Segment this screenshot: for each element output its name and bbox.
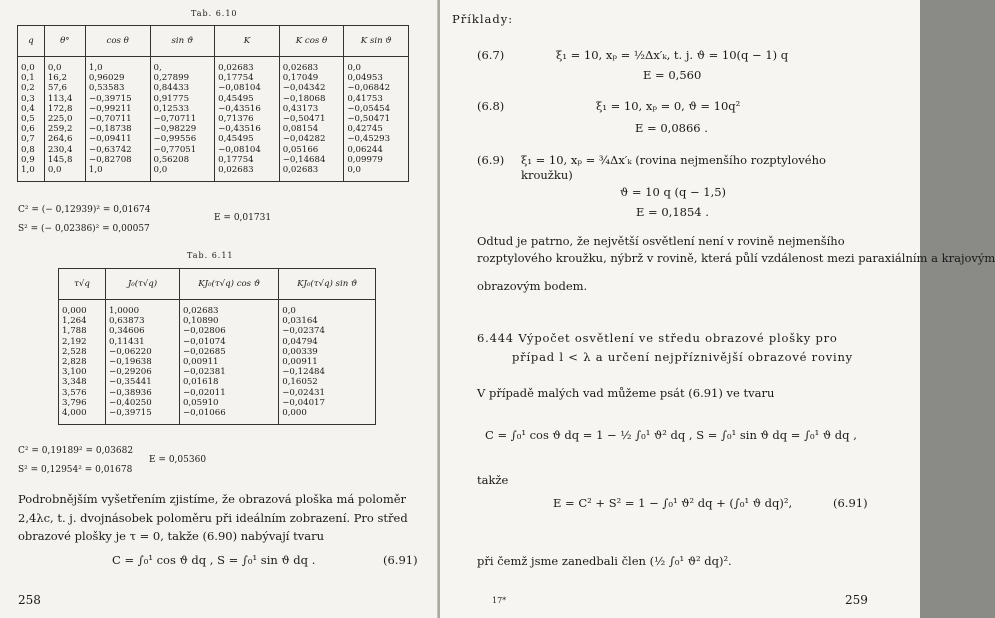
table2-s2: S² = 0,12954² = 0,01678	[18, 465, 133, 475]
table1-cell: 1,0	[85, 165, 150, 182]
table1-cell: 0,17754	[215, 155, 280, 165]
table2-cell: 1,0000	[106, 300, 180, 317]
table1-row	[18, 165, 409, 182]
table1-cell: 0,12533	[150, 104, 215, 114]
table1-cell: 0,2	[18, 83, 45, 93]
table2-row	[59, 326, 376, 336]
table1-cell: 0,1	[18, 73, 45, 83]
table2-e: E = 0,05360	[149, 455, 207, 465]
table1-cell: −0,70711	[150, 114, 215, 124]
table2-cell: 0,03164	[279, 316, 376, 326]
table2-header-cell: J₀(τ√q)	[106, 269, 180, 300]
table2-cell: −0,29206	[106, 367, 180, 377]
table2-row	[59, 316, 376, 326]
table1-cell: 0,08154	[279, 124, 344, 134]
table2-cell: 0,0	[279, 300, 376, 317]
table1-row	[18, 73, 409, 83]
table1-cell: 0,91775	[150, 94, 215, 104]
table1-caption: Tab. 6.10	[191, 9, 238, 18]
sheet-signature: 17*	[492, 596, 507, 605]
equation-e: E = C² + S² = 1 − ∫₀¹ ϑ² dq + (∫₀¹ ϑ dq)²,	[553, 496, 793, 510]
table1-cell: −0,04282	[279, 134, 344, 144]
left-paragraph-line-3: obrazové plošky je τ = 0, takže (6.90) nabývají tvaru	[18, 529, 324, 543]
equation-number-right: (6.91)	[833, 496, 868, 510]
table2-row	[59, 300, 376, 317]
table2-cell: 2,528	[59, 347, 106, 357]
table2-header-cell: τ√q	[59, 269, 106, 300]
table1-cell: 0,	[150, 57, 215, 74]
page-number-right: 259	[845, 593, 868, 607]
table1-cell: 0,02683	[279, 165, 344, 182]
table2-cell: 0,000	[59, 300, 106, 317]
example-6-8-result: E = 0,0866 .	[635, 121, 708, 135]
table2-cell: −0,04017	[279, 398, 376, 408]
table1-e: E = 0,01731	[214, 213, 272, 223]
table2-cell: 3,796	[59, 398, 106, 408]
right-page	[440, 0, 995, 618]
table1-cell: −0,43516	[215, 104, 280, 114]
table1-cell: −0,39715	[85, 94, 150, 104]
table2-cell: 3,576	[59, 388, 106, 398]
table2-cell: 0,00911	[179, 357, 278, 367]
table2-cell: −0,06220	[106, 347, 180, 357]
table1-cell: 0,0	[150, 165, 215, 182]
table2-cell: −0,02381	[179, 367, 278, 377]
table1-cell: 0,02683	[215, 57, 280, 74]
example-6-7-number: (6.7)	[477, 48, 505, 62]
table2-cell: −0,02431	[279, 388, 376, 398]
table1-cell: −0,18738	[85, 124, 150, 134]
table1-cell: −0,05454	[344, 104, 409, 114]
table1-header-cell: sin ϑ	[150, 26, 215, 57]
table1-cell: −0,63742	[85, 145, 150, 155]
table2-caption: Tab. 6.11	[187, 251, 234, 260]
table1-cell: 0,53583	[85, 83, 150, 93]
example-6-9-line1: ξ₁ = 10, xₚ = ¾Δx′ₖ (rovina nejmenšího rozptylového	[521, 153, 826, 167]
table2-cell: 3,348	[59, 377, 106, 387]
table1-row	[18, 83, 409, 93]
table1-cell: 113,4	[44, 94, 85, 104]
table1-cell: 0,43173	[279, 104, 344, 114]
table1-cell: −0,43516	[215, 124, 280, 134]
table1-cell: 0,27899	[150, 73, 215, 83]
table1-cell: −0,08104	[215, 145, 280, 155]
table1-cell: 0,8	[18, 145, 45, 155]
table1-cell: 145,8	[44, 155, 85, 165]
table1-header-cell: cos θ	[85, 26, 150, 57]
table2-cell: −0,38936	[106, 388, 180, 398]
table1-cell: 0,84433	[150, 83, 215, 93]
table1-cell: 264,6	[44, 134, 85, 144]
table1-header-cell: K cos θ	[279, 26, 344, 57]
table2-row	[59, 347, 376, 357]
table1-header-cell: q	[18, 26, 45, 57]
table2-cell: 2,828	[59, 357, 106, 367]
right-paragraph2: V případě malých vad můžeme psát (6.91) ve tvaru	[477, 386, 775, 400]
table2-row	[59, 388, 376, 398]
table1-row	[18, 124, 409, 134]
table1-cell: 172,8	[44, 104, 85, 114]
equation-c-s: C = ∫₀¹ cos ϑ dq = 1 − ½ ∫₀¹ ϑ² dq , S = ∫₀¹ sin ϑ dq = ∫₀¹ ϑ dq ,	[485, 428, 857, 442]
table2-cell: 1,264	[59, 316, 106, 326]
table2-cell: 0,11431	[106, 337, 180, 347]
table2-row	[59, 357, 376, 367]
example-6-7-line1: ξ₁ = 10, xₚ = ½Δx′ₖ, t. j. ϑ = 10(q − 1) q	[556, 48, 789, 62]
left-paragraph-line-1: Podrobnějším vyšetřením zjistíme, že obrazová ploška má poloměr	[18, 492, 407, 506]
takze-text: takže	[477, 473, 509, 487]
table1-cell: −0,99556	[150, 134, 215, 144]
table1-cell: 0,09979	[344, 155, 409, 165]
table2-cell: −0,02685	[179, 347, 278, 357]
table2-row	[59, 408, 376, 425]
table1-cell: −0,77051	[150, 145, 215, 155]
table1-cell: −0,09411	[85, 134, 150, 144]
table1-c2: C² = (− 0,12939)² = 0,01674	[18, 205, 151, 215]
table2-cell: −0,35441	[106, 377, 180, 387]
table1-cell: 0,41753	[344, 94, 409, 104]
table1-cell: 0,71376	[215, 114, 280, 124]
table2-header-cell: KJ₀(τ√q) sin ϑ	[279, 269, 376, 300]
table1-cell: −0,14684	[279, 155, 344, 165]
page-number-left: 258	[18, 593, 41, 607]
right-paragraph1-line-2: rozptylového kroužku, nýbrž v rovině, která půlí vzdálenost mezi paraxiálním a krajovým	[477, 251, 995, 265]
table2-header-cell: KJ₀(τ√q) cos ϑ	[179, 269, 278, 300]
table1-cell: 0,4	[18, 104, 45, 114]
table2-cell: 2,192	[59, 337, 106, 347]
table2-cell: 0,05910	[179, 398, 278, 408]
table1-header-cell: K sin ϑ	[344, 26, 409, 57]
table1-cell: 0,04953	[344, 73, 409, 83]
table1-cell: −0,82708	[85, 155, 150, 165]
left-paragraph-line-2: 2,4λc, t. j. dvojnásobek poloměru při ideálním zobrazení. Pro střed	[18, 511, 408, 525]
table1-cell: 0,0	[18, 57, 45, 74]
table1-cell: −0,98229	[150, 124, 215, 134]
table1-cell: 0,42745	[344, 124, 409, 134]
left-page	[0, 0, 438, 618]
table2-cell: 0,10890	[179, 316, 278, 326]
table1-cell: 0,5	[18, 114, 45, 124]
table1-row	[18, 114, 409, 124]
table1-cell: 0,6	[18, 124, 45, 134]
table2-header-row	[59, 269, 376, 300]
table1-cell: 230,4	[44, 145, 85, 155]
table1-cell: 1,0	[85, 57, 150, 74]
table-6-10	[17, 25, 409, 182]
table1-row	[18, 57, 409, 74]
table2-cell: 3,100	[59, 367, 106, 377]
table2-cell: −0,12484	[279, 367, 376, 377]
example-6-9-number: (6.9)	[477, 153, 505, 167]
table2-row	[59, 377, 376, 387]
example-6-8-line1: ξ₁ = 10, xₚ = 0, ϑ = 10q²	[596, 99, 741, 113]
table2-cell: −0,02806	[179, 326, 278, 336]
table1-cell: −0,70711	[85, 114, 150, 124]
table1-cell: 0,02683	[215, 165, 280, 182]
table2-cell: −0,40250	[106, 398, 180, 408]
table2-cell: 0,00911	[279, 357, 376, 367]
table2-cell: 1,788	[59, 326, 106, 336]
table1-cell: 0,0	[344, 57, 409, 74]
table2-cell: −0,02374	[279, 326, 376, 336]
table1-cell: 0,0	[44, 165, 85, 182]
table2-cell: 0,02683	[179, 300, 278, 317]
right-paragraph1-line-1: Odtud je patrno, že největší osvětlení není v rovině nejmenšího	[477, 234, 845, 248]
table1-cell: −0,99211	[85, 104, 150, 114]
example-6-9-line2: ϑ = 10 q (q − 1,5)	[620, 185, 727, 199]
table1-cell: −0,08104	[215, 83, 280, 93]
table2-row	[59, 398, 376, 408]
table1-cell: 1,0	[18, 165, 45, 182]
table1-cell: 0,06244	[344, 145, 409, 155]
table1-cell: −0,50471	[279, 114, 344, 124]
example-6-9-line1b: kroužku)	[521, 168, 573, 182]
table1-row	[18, 155, 409, 165]
table1-header-cell: θ°	[44, 26, 85, 57]
example-6-8-number: (6.8)	[477, 99, 505, 113]
table1-header-cell: K	[215, 26, 280, 57]
table1-cell: 57,6	[44, 83, 85, 93]
section-heading-line-1: 6.444 Výpočet osvětlení ve středu obrazové plošky pro	[477, 331, 838, 345]
table2-row	[59, 337, 376, 347]
table1-cell: −0,06842	[344, 83, 409, 93]
table1-cell: 0,17754	[215, 73, 280, 83]
table1-cell: 0,56208	[150, 155, 215, 165]
table1-row	[18, 134, 409, 144]
table2-cell: −0,01074	[179, 337, 278, 347]
table1-cell: 0,96029	[85, 73, 150, 83]
table2-c2: C² = 0,19189² = 0,03682	[18, 446, 134, 456]
section-heading-line-2: případ l < λ a určení nejpříznivější obrazové roviny	[512, 350, 853, 364]
table1-cell: 0,9	[18, 155, 45, 165]
table1-cell: −0,45293	[344, 134, 409, 144]
table1-cell: 0,3	[18, 94, 45, 104]
table1-cell: −0,18068	[279, 94, 344, 104]
table1-row	[18, 94, 409, 104]
table1-header-row	[18, 26, 409, 57]
table2-cell: −0,01066	[179, 408, 278, 425]
table1-cell: 0,17049	[279, 73, 344, 83]
example-6-7-result: E = 0,560	[643, 68, 702, 82]
table2-cell: 0,16052	[279, 377, 376, 387]
example-6-9-result: E = 0,1854 .	[636, 205, 709, 219]
table1-cell: 0,7	[18, 134, 45, 144]
table1-cell: 0,05166	[279, 145, 344, 155]
table1-s2: S² = (− 0,02386)² = 0,00057	[18, 224, 150, 234]
table2-cell: 4,000	[59, 408, 106, 425]
table2-cell: −0,02011	[179, 388, 278, 398]
table1-cell: 259,2	[44, 124, 85, 134]
right-last-line: při čemž jsme zanedbali člen (½ ∫₀¹ ϑ² dq)².	[477, 554, 732, 568]
table2-cell: −0,19638	[106, 357, 180, 367]
table2-cell: 0,04794	[279, 337, 376, 347]
table-6-11	[58, 268, 376, 425]
table1-row	[18, 145, 409, 155]
equation-6-91-left: C = ∫₀¹ cos ϑ dq , S = ∫₀¹ sin ϑ dq .	[112, 553, 316, 567]
table2-cell: 0,000	[279, 408, 376, 425]
table1-cell: 0,45495	[215, 94, 280, 104]
table1-cell: 0,0	[44, 57, 85, 74]
table1-cell: 0,0	[344, 165, 409, 182]
table1-cell: −0,50471	[344, 114, 409, 124]
table2-cell: 0,63873	[106, 316, 180, 326]
right-paragraph1-line-3: obrazovým bodem.	[477, 279, 588, 293]
equation-number-left: (6.91)	[383, 553, 418, 567]
table1-row	[18, 104, 409, 114]
table2-cell: −0,39715	[106, 408, 180, 425]
table2-cell: 0,34606	[106, 326, 180, 336]
table1-cell: 0,02683	[279, 57, 344, 74]
table2-cell: 0,01618	[179, 377, 278, 387]
table1-cell: 16,2	[44, 73, 85, 83]
examples-heading: Příklady:	[452, 12, 514, 26]
table1-cell: −0,04342	[279, 83, 344, 93]
table1-cell: 225,0	[44, 114, 85, 124]
table2-row	[59, 367, 376, 377]
table1-cell: 0,45495	[215, 134, 280, 144]
table2-cell: 0,00339	[279, 347, 376, 357]
